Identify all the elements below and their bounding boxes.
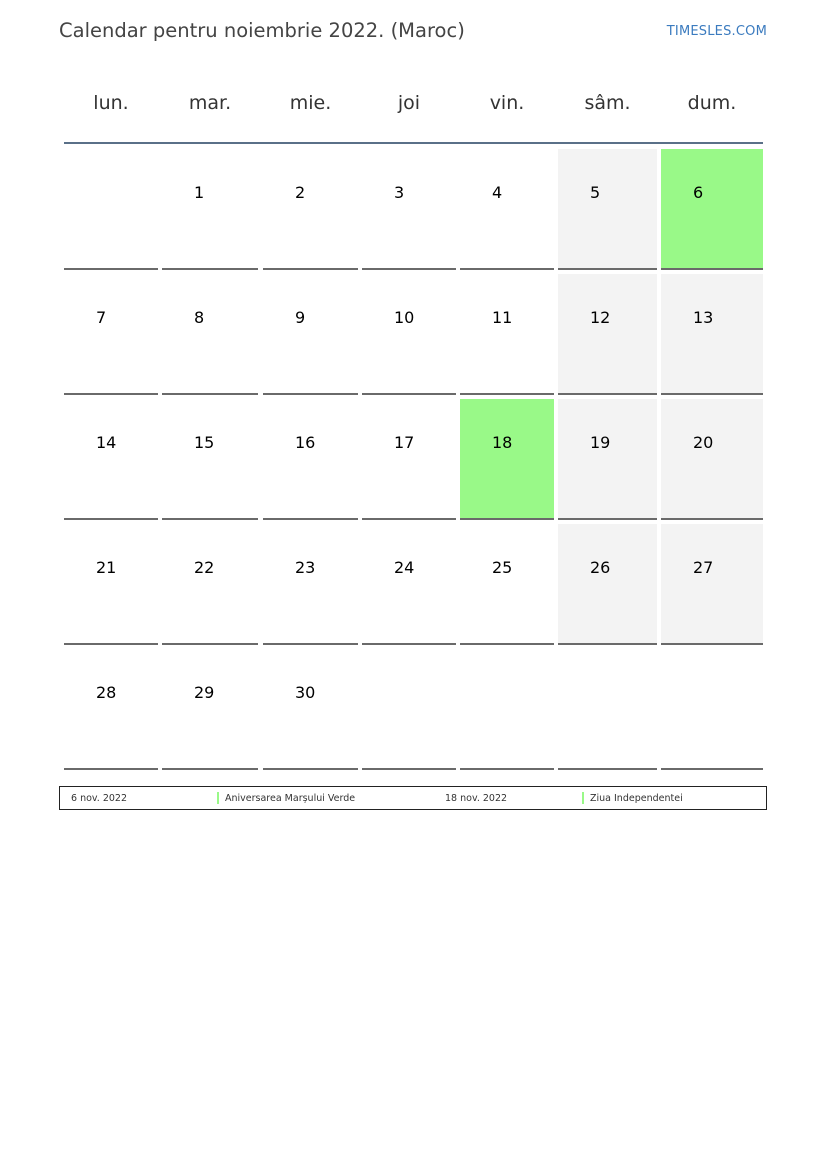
day-cell bbox=[64, 399, 158, 520]
day-number: 30 bbox=[295, 683, 316, 702]
weekday-label: dum. bbox=[687, 92, 737, 114]
day-cell bbox=[362, 399, 456, 520]
holiday-color-marker bbox=[217, 792, 219, 804]
day-number: 3 bbox=[394, 183, 405, 202]
empty-day-cell bbox=[64, 149, 158, 270]
empty-day-cell bbox=[460, 649, 554, 770]
day-number: 24 bbox=[394, 558, 415, 577]
day-cell bbox=[661, 274, 763, 395]
day-cell bbox=[64, 649, 158, 770]
day-cell bbox=[263, 399, 358, 520]
day-number: 16 bbox=[295, 433, 316, 452]
legend-holiday-2: Ziua Independentei bbox=[590, 793, 683, 804]
day-number: 12 bbox=[590, 308, 611, 327]
day-cell bbox=[64, 524, 158, 645]
day-number: 29 bbox=[194, 683, 215, 702]
day-number: 22 bbox=[194, 558, 215, 577]
day-number: 19 bbox=[590, 433, 611, 452]
day-cell bbox=[460, 149, 554, 270]
day-number: 26 bbox=[590, 558, 611, 577]
day-number: 21 bbox=[96, 558, 117, 577]
day-cell bbox=[362, 524, 456, 645]
day-cell bbox=[263, 524, 358, 645]
day-number: 14 bbox=[96, 433, 117, 452]
day-cell bbox=[162, 524, 258, 645]
day-number: 1 bbox=[194, 183, 205, 202]
day-cell bbox=[558, 149, 657, 270]
day-number: 4 bbox=[492, 183, 503, 202]
header-divider bbox=[64, 142, 763, 144]
day-number: 13 bbox=[693, 308, 714, 327]
day-number: 9 bbox=[295, 308, 306, 327]
page-title: Calendar pentru noiembrie 2022. (Maroc) bbox=[59, 19, 465, 42]
day-cell bbox=[162, 274, 258, 395]
weekday-label: sâm. bbox=[584, 92, 631, 114]
day-number: 15 bbox=[194, 433, 215, 452]
day-cell bbox=[460, 274, 554, 395]
day-number: 27 bbox=[693, 558, 714, 577]
holiday-day-cell bbox=[460, 399, 554, 520]
legend-date-1: 6 nov. 2022 bbox=[71, 793, 127, 804]
day-number: 25 bbox=[492, 558, 513, 577]
holiday-color-marker bbox=[582, 792, 584, 804]
day-cell bbox=[558, 274, 657, 395]
day-cell bbox=[64, 274, 158, 395]
day-number: 28 bbox=[96, 683, 117, 702]
empty-day-cell bbox=[362, 649, 456, 770]
weekday-label: mar. bbox=[188, 92, 232, 114]
day-number: 17 bbox=[394, 433, 415, 452]
day-number: 11 bbox=[492, 308, 513, 327]
empty-day-cell bbox=[558, 649, 657, 770]
day-cell bbox=[661, 524, 763, 645]
day-cell bbox=[162, 399, 258, 520]
weekday-label: joi bbox=[397, 92, 421, 114]
day-cell bbox=[263, 149, 358, 270]
day-cell bbox=[460, 524, 554, 645]
day-cell bbox=[661, 399, 763, 520]
day-cell bbox=[558, 524, 657, 645]
day-number: 5 bbox=[590, 183, 601, 202]
weekday-label: lun. bbox=[93, 92, 129, 114]
brand-link[interactable]: TIMESLES.COM bbox=[666, 24, 767, 39]
legend-date-2: 18 nov. 2022 bbox=[445, 793, 508, 804]
empty-day-cell bbox=[661, 649, 763, 770]
day-number: 10 bbox=[394, 308, 415, 327]
weekday-label: mie. bbox=[289, 92, 332, 114]
day-cell bbox=[362, 274, 456, 395]
weekday-label: vin. bbox=[489, 92, 525, 114]
day-number: 23 bbox=[295, 558, 316, 577]
day-cell bbox=[162, 649, 258, 770]
day-cell bbox=[263, 274, 358, 395]
day-cell bbox=[162, 149, 258, 270]
day-number: 2 bbox=[295, 183, 306, 202]
day-number: 7 bbox=[96, 308, 107, 327]
holiday-day-cell bbox=[661, 149, 763, 270]
day-number: 20 bbox=[693, 433, 714, 452]
holiday-legend bbox=[59, 786, 767, 810]
day-number: 8 bbox=[194, 308, 205, 327]
day-cell bbox=[263, 649, 358, 770]
legend-holiday-1: Aniversarea Marșului Verde bbox=[225, 793, 356, 804]
day-cell bbox=[362, 149, 456, 270]
day-cell bbox=[558, 399, 657, 520]
day-number: 18 bbox=[492, 433, 513, 452]
day-number: 6 bbox=[693, 183, 704, 202]
